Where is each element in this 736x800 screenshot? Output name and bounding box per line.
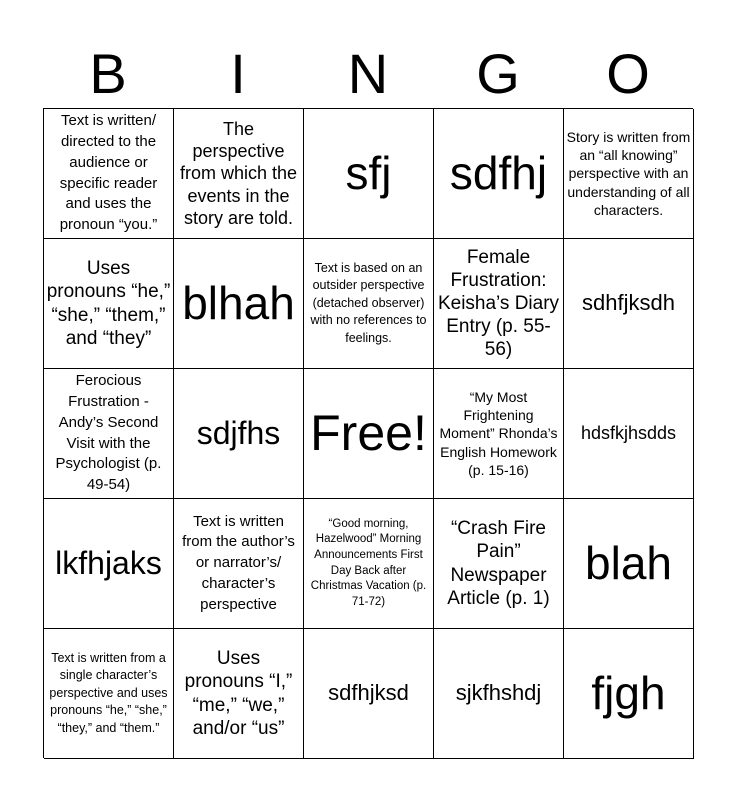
bingo-cell-r1c3[interactable] <box>304 109 434 239</box>
cell-text: Story is written from an “all knowing” perspective with an understanding of all characters. <box>566 129 691 218</box>
cell-text: lkfhjaks <box>55 544 162 581</box>
bingo-cell-r2c5[interactable] <box>564 239 694 369</box>
bingo-cell-r4c5[interactable] <box>564 499 694 629</box>
header-letter-i: I <box>230 42 246 105</box>
cell-text: Text is written from the author’s or narrator’s/ character’s perspective <box>182 512 295 613</box>
cell-text: sjkfhshdj <box>455 680 542 706</box>
cell-text: Ferocious Frustration - Andy’s Second Visit with the Psychologist (p. 49-54) <box>55 372 162 493</box>
cell-text: “My Most Frightening Moment” Rhonda’s English Homework (p. 15-16) <box>439 389 558 478</box>
cell-text: Female Frustration: Keisha’s Diary Entry (p. 55-56) <box>437 246 560 361</box>
bingo-grid <box>43 108 693 758</box>
bingo-cell-r2c4[interactable] <box>434 239 564 369</box>
cell-text: The perspective from which the events in the story are told. <box>179 119 298 228</box>
cell-text: Free! <box>310 405 427 461</box>
bingo-cell-r5c1[interactable] <box>44 629 174 759</box>
cell-text: hdsfkjhsdds <box>580 422 677 443</box>
bingo-cell-r5c4[interactable] <box>434 629 564 759</box>
header-letter-g: G <box>476 42 520 105</box>
bingo-cell-r4c4[interactable] <box>434 499 564 629</box>
cell-text: Uses pronouns “I,” “me,” “we,” and/or “us” <box>184 648 293 739</box>
cell-text: Text is written from a single character’s perspective and uses pronouns “he,” “she,” “they,” and “them.” <box>49 650 168 735</box>
header-letter-b: B <box>89 42 127 105</box>
bingo-header <box>43 40 693 108</box>
bingo-cell-r3c4[interactable] <box>434 369 564 499</box>
bingo-cell-r2c2[interactable] <box>174 239 304 369</box>
cell-text: “Good morning, Hazelwood” Morning Announcements First Day Back after Christmas Vacation (p. 71-72) <box>310 517 427 608</box>
bingo-cell-r1c2[interactable] <box>174 109 304 239</box>
bingo-cell-r1c1[interactable] <box>44 109 174 239</box>
bingo-cell-r3c2[interactable] <box>174 369 304 499</box>
bingo-cell-free[interactable] <box>304 369 434 499</box>
bingo-cell-r3c1[interactable] <box>44 369 174 499</box>
cell-text: Text is written/ directed to the audience or specific reader and uses the pronoun “you.” <box>59 112 158 233</box>
cell-text: sdfhj <box>449 147 548 200</box>
cell-text: sdfhjksd <box>328 680 409 706</box>
bingo-cell-r2c1[interactable] <box>44 239 174 369</box>
bingo-cell-r5c2[interactable] <box>174 629 304 759</box>
bingo-cell-r1c4[interactable] <box>434 109 564 239</box>
cell-text: Text is based on an outsider perspective (detached observer) with no references to feelings. <box>310 260 427 345</box>
header-letter-o: O <box>606 42 650 105</box>
cell-text: sdjfhs <box>196 414 281 451</box>
bingo-cell-r5c5[interactable] <box>564 629 694 759</box>
bingo-cell-r5c3[interactable] <box>304 629 434 759</box>
bingo-cell-r4c2[interactable] <box>174 499 304 629</box>
bingo-cell-r1c5[interactable] <box>564 109 694 239</box>
bingo-cell-r4c1[interactable] <box>44 499 174 629</box>
cell-text: sfj <box>345 147 392 200</box>
bingo-cell-r4c3[interactable] <box>304 499 434 629</box>
cell-text: sdhfjksdh <box>582 290 675 316</box>
header-letter-n: N <box>347 42 389 105</box>
bingo-cell-r2c3[interactable] <box>304 239 434 369</box>
cell-text: blah <box>585 537 672 590</box>
cell-text: blhah <box>182 277 295 330</box>
cell-text: “Crash Fire Pain” Newspaper Article (p. 1) <box>447 518 550 609</box>
cell-text: fjgh <box>591 667 666 720</box>
bingo-cell-r3c5[interactable] <box>564 369 694 499</box>
cell-text: Uses pronouns “he,” “she,” “them,” and “they” <box>46 258 171 349</box>
